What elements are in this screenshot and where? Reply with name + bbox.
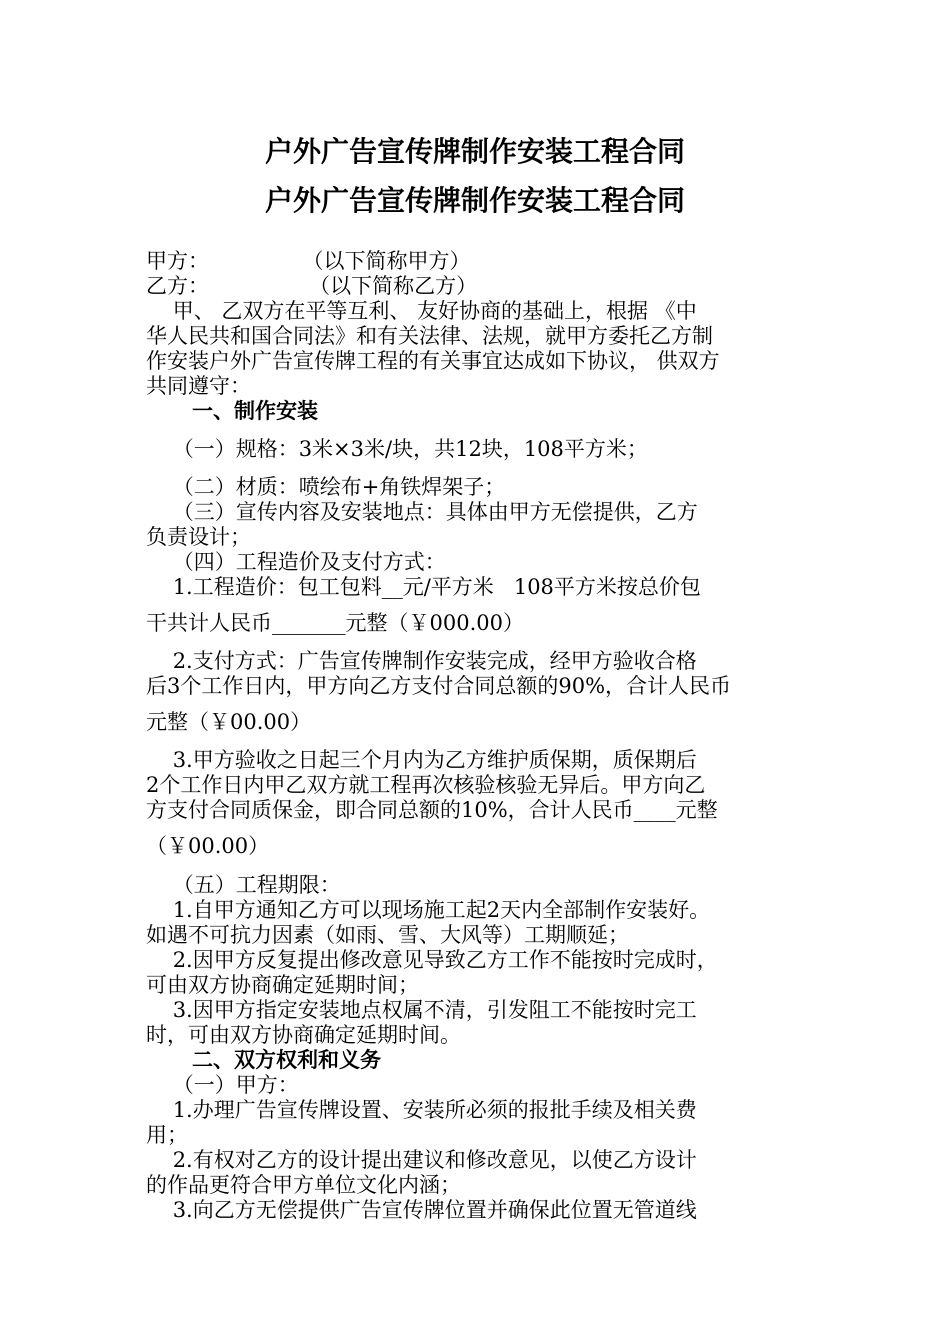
body-line: 甲、 乙双方在平等互利、 友好协商的基础上，根据 《中 — [146, 299, 697, 323]
body-line: 2个工作日内甲乙双方就工程再次核验核验无异后。甲方向乙 — [146, 773, 706, 797]
body-line: 如遇不可抗力因素（如雨、雪、大风等）工期顺延； — [146, 923, 629, 947]
body-line: 可由双方协商确定延期时间； — [146, 973, 419, 997]
body-line: 3.向乙方无偿提供广告宣传牌位置并确保此位置无管道线 — [146, 1198, 697, 1222]
body-line: （五）工程期限： — [146, 873, 341, 897]
party-a-line: 甲方： （以下简称甲方） — [146, 249, 471, 273]
body-line: （一）规格：3米×3米/块，共12块，108平方米； — [146, 437, 648, 461]
body-line: 3.甲方验收之日起三个月内为乙方维护质保期，质保期后 — [146, 748, 697, 772]
body-line: 2.有权对乙方的设计提出建议和修改意见，以使乙方设计 — [146, 1148, 697, 1172]
body-line: 2.支付方式：广告宣传牌制作安装完成，经甲方验收合格 — [146, 649, 697, 673]
body-line: 共同遵守： — [146, 374, 251, 398]
body-line: 元整（￥00.00） — [146, 710, 312, 734]
body-line: （￥00.00） — [146, 834, 270, 858]
body-line: 后3个工作日内，甲方向乙方支付合同总额的90%，合计人民币 — [146, 674, 732, 698]
body-line: （二）材质：喷绘布+角铁焊架子； — [146, 475, 506, 499]
body-line: 华人民共和国合同法》和有关法律、法规，就甲方委托乙方制 — [146, 324, 713, 348]
section-heading: 二、双方权利和义务 — [192, 1048, 381, 1072]
party-b-line: 乙方： （以下简称乙方） — [146, 274, 478, 298]
body-line: 2.因甲方反复提出修改意见导致乙方工作不能按时完成时， — [146, 948, 718, 972]
body-line: 负责设计； — [146, 525, 251, 549]
body-line: 方支付合同质保金，即合同总额的10%，合计人民币____元整 — [146, 798, 718, 822]
body-line: （三）宣传内容及安装地点：具体由甲方无偿提供，乙方 — [146, 500, 698, 524]
body-line: 1.工程造价：包工包料__元/平方米 108平方米按总价包 — [146, 575, 701, 599]
body-line: 1.办理广告宣传牌设置、安装所必须的报批手续及相关费 — [146, 1098, 697, 1122]
body-line: 用； — [146, 1123, 188, 1147]
body-line: 作安装户外广告宣传牌工程的有关事宜达成如下协议， 供双方 — [146, 349, 720, 373]
body-line: 的作品更符合甲方单位文化内涵； — [146, 1173, 461, 1197]
section-heading: 一、制作安装 — [192, 399, 318, 423]
body-line: （一）甲方： — [146, 1073, 299, 1097]
body-line: 时，可由双方协商确定延期时间。 — [146, 1023, 461, 1047]
body-line: 3.因甲方指定安装地点权属不清，引发阻工不能按时完工 — [146, 998, 697, 1022]
document-title: 户外广告宣传牌制作安装工程合同 — [264, 135, 685, 168]
body-line: 1.自甲方通知乙方可以现场施工起2天内全部制作安装好。 — [146, 898, 711, 922]
document-subtitle: 户外广告宣传牌制作安装工程合同 — [264, 184, 685, 217]
body-line: 干共计人民币_______元整（￥000.00） — [146, 611, 524, 635]
body-line: （四）工程造价及支付方式： — [146, 550, 446, 574]
